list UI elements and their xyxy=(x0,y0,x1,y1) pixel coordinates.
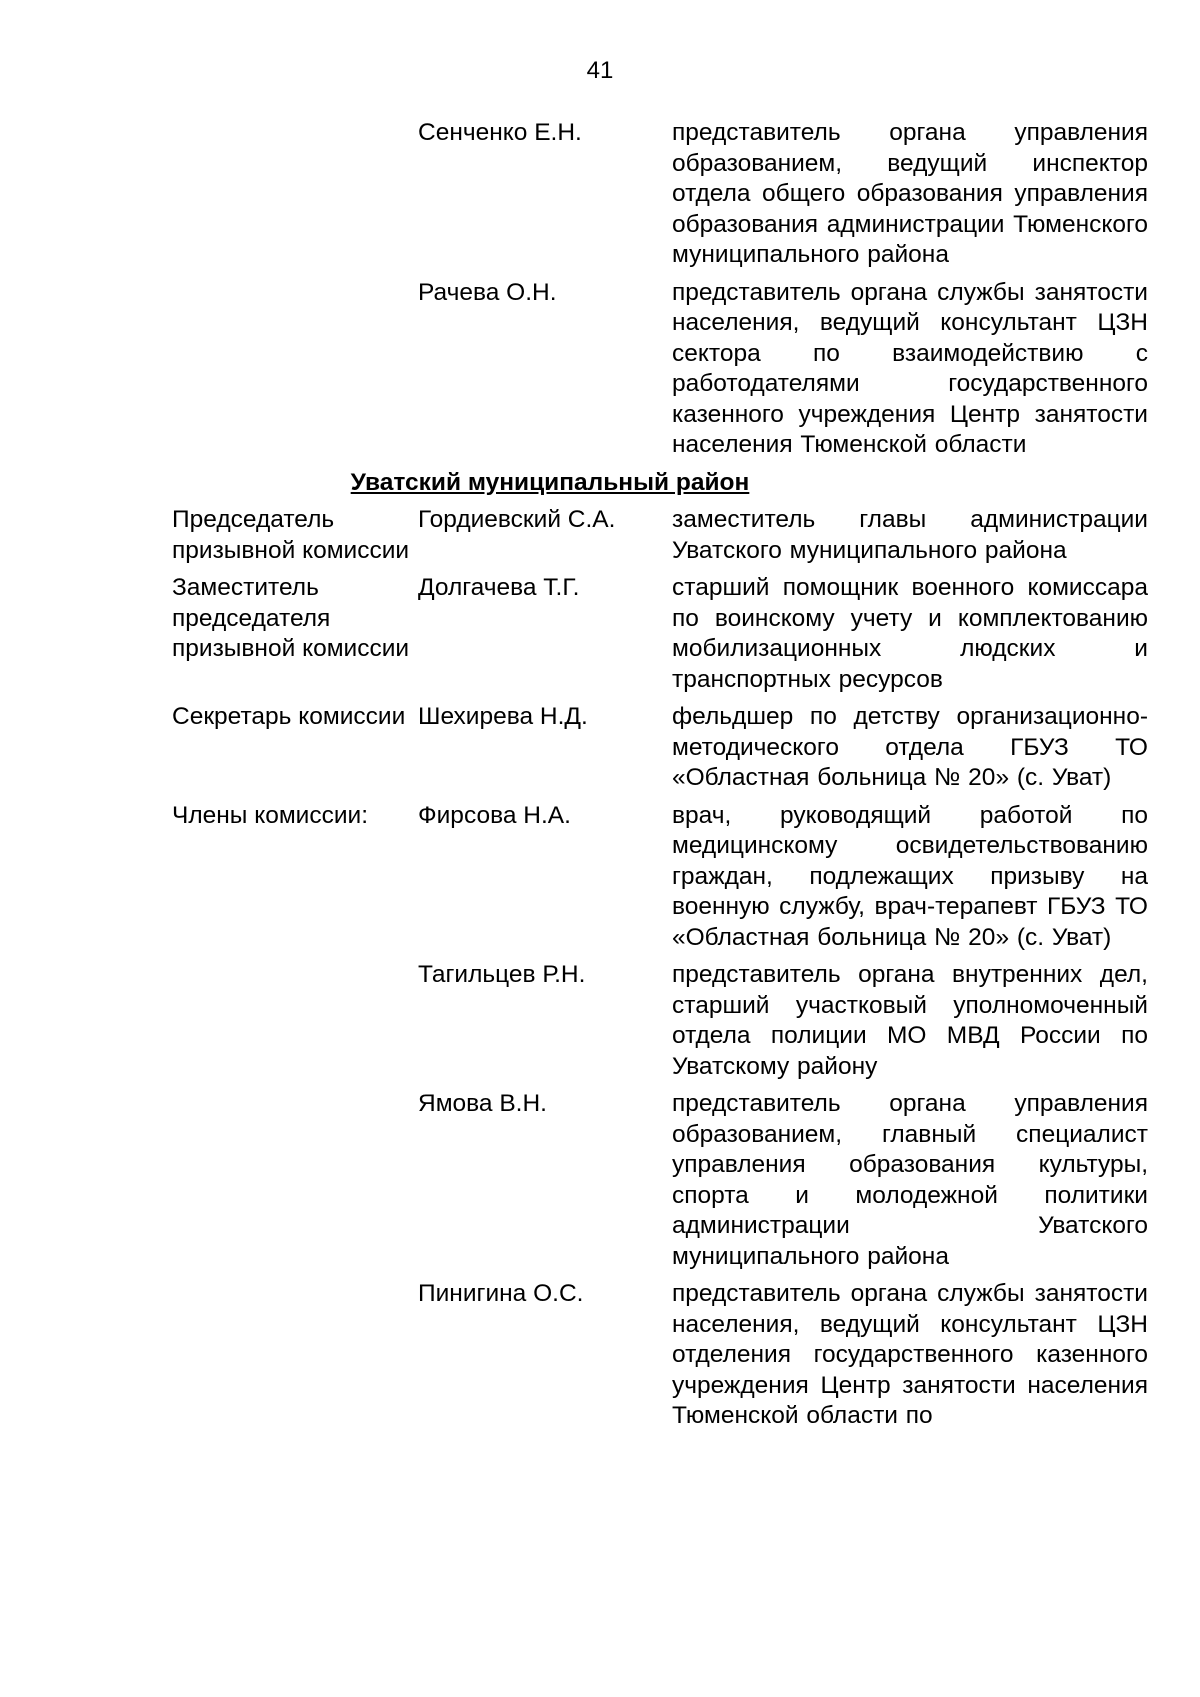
person-name: Тагильцев Р.Н. xyxy=(418,961,586,988)
person-description: представитель органа службы занятости населения, ведущий консультант ЦЗН отделения государственного казенного учреждения Центр занятости населения Тюменской области по xyxy=(672,1280,1148,1429)
person-name: Долгачева Т.Г. xyxy=(418,574,580,601)
person-description: врач, руководящий работой по медицинскому освидетельствованию граждан, подлежащих призыву на военную службу, врач-терапевт ГБУЗ ТО «Областная больница № 20» (с. Уват) xyxy=(672,801,1148,951)
page-number: 41 xyxy=(586,57,614,84)
list-item xyxy=(0,801,1200,954)
role-label: Председатель призывной комиссии xyxy=(172,506,410,564)
person-name: Шехирева Н.Д. xyxy=(418,703,588,730)
person-name: Сенченко Е.Н. xyxy=(418,119,582,146)
list-item xyxy=(0,118,1200,271)
list-item xyxy=(0,960,1200,1082)
person-name: Пинигина О.С. xyxy=(418,1280,584,1307)
person-name: Гордиевский С.А. xyxy=(418,506,616,533)
person-name: Фирсова Н.А. xyxy=(418,801,571,829)
list-item xyxy=(0,278,1200,461)
list-item xyxy=(0,702,1200,794)
person-description: представитель органа службы занятости населения, ведущий консультант ЦЗН сектора по взаимодействию с работодателями государственного казенного учреждения Центр занятости населения Тюменской области xyxy=(672,278,1148,458)
list-item xyxy=(0,1089,1200,1272)
section-heading: Уватский муниципальный район xyxy=(350,468,750,496)
person-description: представитель органа управления образованием, ведущий инспектор отдела общего образования управления образования администрации Тюменского муниципального района xyxy=(672,119,1148,268)
role-label: Заместитель председателя призывной комиссии xyxy=(172,574,410,662)
person-name: Рачева О.Н. xyxy=(418,278,557,306)
person-description: представитель органа внутренних дел, старший участковый уполномоченный отдела полиции МО МВД России по Уватскому району xyxy=(672,961,1148,1080)
commission-list xyxy=(0,118,1200,1439)
person-description: заместитель главы администрации Уватского муниципального района xyxy=(672,506,1148,564)
person-description: старший помощник военного комиссара по воинскому учету и комплектованию мобилизационных людских и транспортных ресурсов xyxy=(672,574,1148,693)
list-item xyxy=(0,505,1200,566)
list-item xyxy=(0,573,1200,695)
person-description: представитель органа управления образованием, главный специалист управления образования культуры, спорта и молодежной политики администрации Уватского муниципального района xyxy=(672,1090,1148,1270)
person-description: фельдшер по детству организационно-методического отдела ГБУЗ ТО «Областная больница № 20» (с. Уват) xyxy=(672,703,1148,791)
role-label: Члены комиссии: xyxy=(172,801,369,829)
person-name: Ямова В.Н. xyxy=(418,1090,547,1117)
role-label: Секретарь комиссии xyxy=(172,703,406,730)
list-item xyxy=(0,1279,1200,1432)
